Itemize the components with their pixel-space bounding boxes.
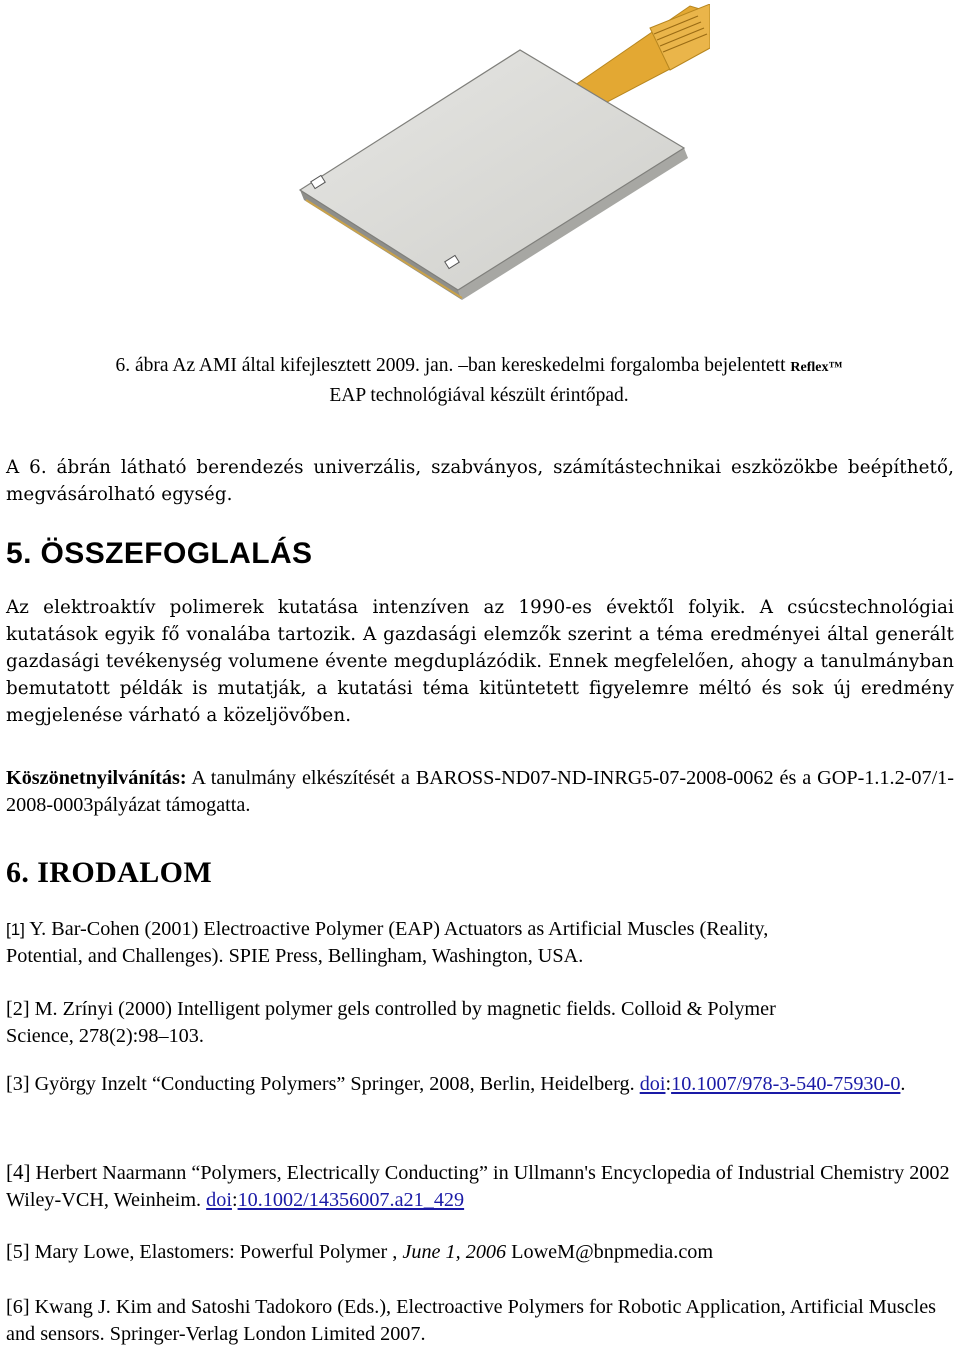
reference-number: [6]: [6, 1296, 30, 1318]
doi-link[interactable]: doi: [639, 1073, 666, 1095]
reference-text: M. Zrínyi (2000) Intelligent polymer gels controlled by magnetic fields. Colloid & Polymer Science, 278(2):98–103.: [6, 998, 776, 1047]
doi-separator: :: [665, 1073, 672, 1095]
touchpad-device-illustration: [250, 4, 710, 316]
caption-brand: Reflex™: [790, 360, 843, 375]
summary-paragraph: Az elektroaktív polimerek kutatása intenzíven az 1990-es évektől folyik. A csúcstechnológiai kutatások egyik fő vonalába tartozik. A gazdasági elemzők szerint a téma eredményei által generált gazdasági tevékenység volumene évente megduplázódik. Ennek megfelelően, ahogy a tanulmányban bemutatott példák is mutatják, a kutatási téma kitüntetett figyelemre méltó és sok új eredmény megjelenése várható a közeljövőben.: [6, 597, 954, 726]
caption-line-1: [4, 352, 954, 382]
reference-number: [3]: [6, 1073, 30, 1095]
reference-text: Y. Bar-Cohen (2001) Electroactive Polymer (EAP) Actuators as Artificial Muscles (Reality, Potential, and Challenges). SPIE Press, Bellingham, Washington, USA.: [6, 918, 769, 967]
acknowledgement-paragraph: [6, 765, 954, 819]
reference-5: [6, 1239, 954, 1266]
reference-number: [5]: [6, 1241, 30, 1263]
reference-number: [4]: [6, 1160, 31, 1184]
reference-tail: .: [900, 1073, 906, 1095]
doi-separator: :: [231, 1189, 238, 1211]
reference-text: Kwang J. Kim and Satoshi Tadokoro (Eds.), Electroactive Polymers for Robotic Application, Artificial Muscles and sensors. Springer-Verlag London Limited 2007.: [6, 1296, 937, 1345]
reference-2: [6, 996, 826, 1050]
reference-text: György Inzelt “Conducting Polymers” Springer, 2008, Berlin, Heidelberg.: [29, 1073, 640, 1095]
intro-paragraph: A 6. ábrán látható berendezés univerzális, szabványos, számítástechnikai eszközökbe beépíthető, megvásárolható egység.: [6, 457, 954, 505]
caption-line-2: EAP technológiával készült érintőpad.: [329, 385, 629, 406]
reference-number: [1]: [6, 920, 25, 939]
reference-email: LoweM@bnpmedia.com: [506, 1241, 714, 1263]
doi-value-link[interactable]: 10.1007/978-3-540-75930-0: [671, 1073, 901, 1095]
touchpad-image: [250, 4, 710, 316]
acknowledgement-text: A tanulmány elkészítését a BAROSS-ND07-ND-INRG5-07-2008-0062 és a GOP-1.1.2-07/1-2008-0003pályázat támogatta.: [6, 767, 954, 816]
figure-caption: [4, 352, 954, 410]
reference-text: Mary Lowe, Elastomers: Powerful Polymer ,: [29, 1241, 403, 1263]
caption-text: 6. ábra Az AMI által kifejlesztett 2009. jan. –ban kereskedelmi forgalomba bejelentett: [115, 355, 791, 376]
reference-4: [6, 1159, 954, 1214]
reference-date: June 1, 2006: [402, 1241, 507, 1263]
section-6-heading-wrap: [6, 856, 954, 890]
section-5-heading-wrap: [6, 537, 954, 571]
reference-3: [6, 1071, 936, 1098]
doi-link[interactable]: doi: [206, 1189, 232, 1211]
reference-text: Herbert Naarmann “Polymers, Electrically Conducting” in Ullmann's Encyclopedia of Industrial Chemistry 2002 Wiley-VCH, Weinheim.: [6, 1162, 950, 1211]
reference-number: [2]: [6, 998, 30, 1020]
acknowledgement-label: Köszönetnyilvánítás:: [6, 767, 187, 789]
section-5-heading: 5. ÖSSZEFOGLALÁS: [6, 537, 313, 570]
reference-1: [6, 916, 826, 970]
doi-value-link[interactable]: 10.1002/14356007.a21_429: [237, 1189, 465, 1211]
reference-6: [6, 1294, 954, 1348]
section-6-heading: 6. IRODALOM: [6, 856, 213, 889]
